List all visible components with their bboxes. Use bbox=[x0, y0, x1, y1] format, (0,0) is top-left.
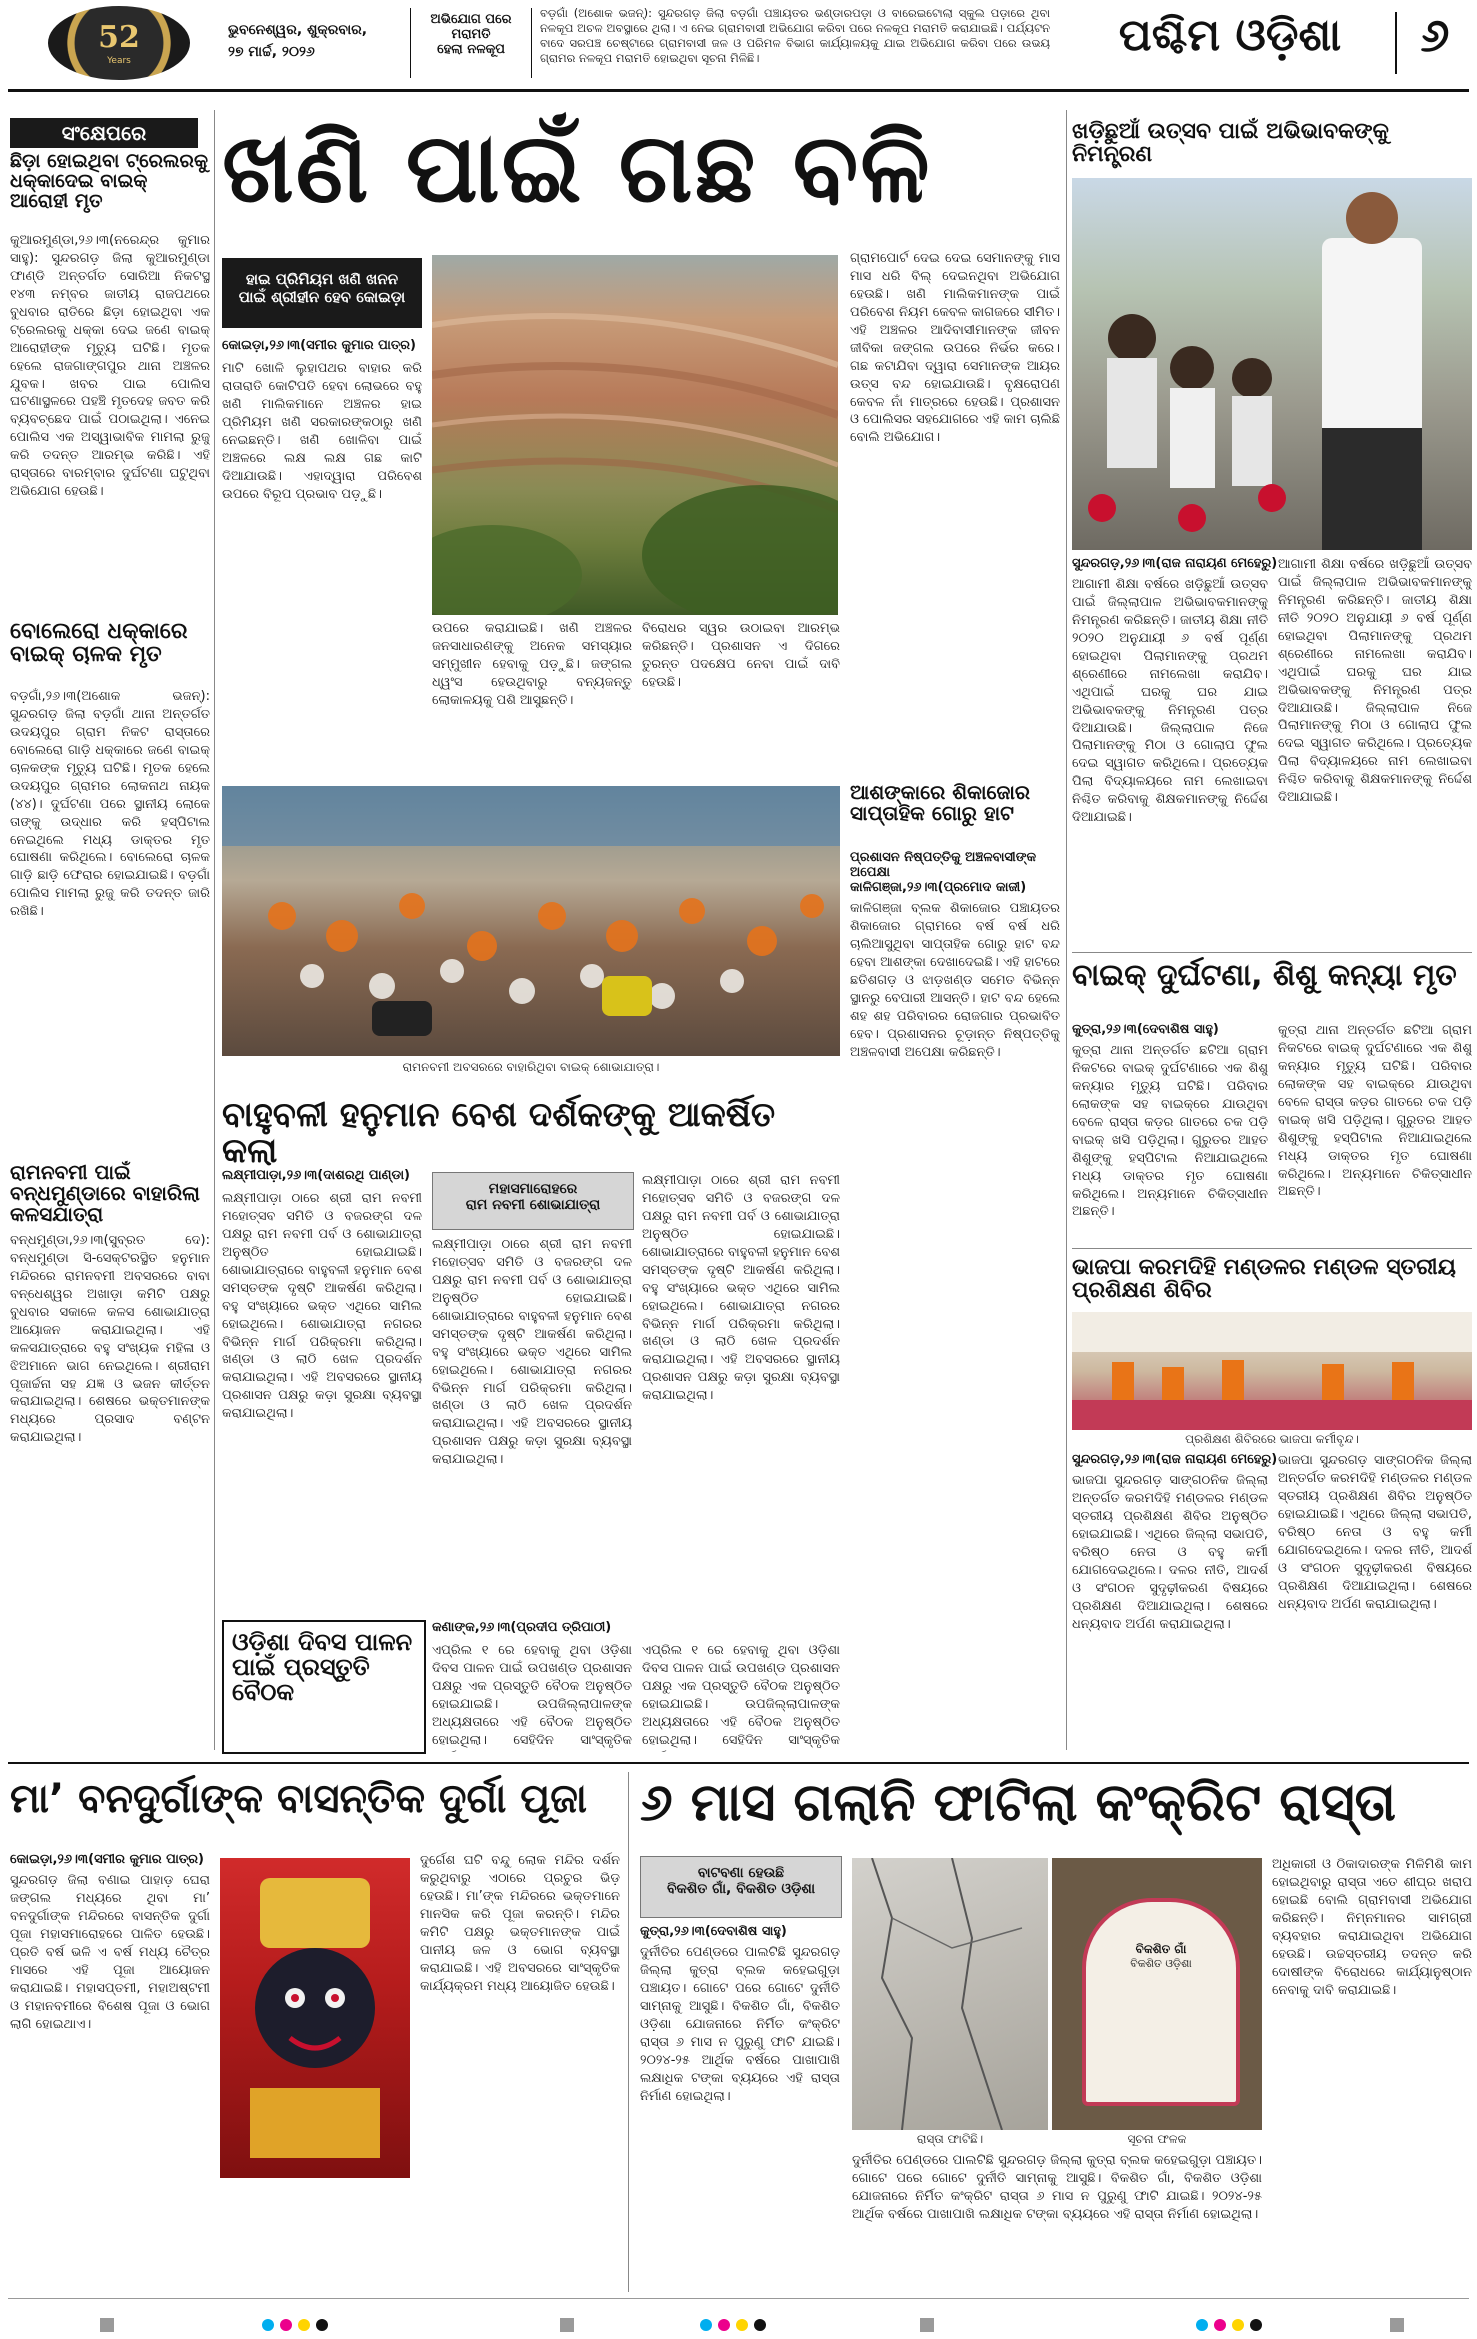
rally-photo bbox=[222, 786, 840, 1056]
signboard bbox=[1082, 1898, 1240, 2106]
hanuman-body: ଲକ୍ଷ୍ମୀପାଡ଼ା ଠାରେ ଶ୍ରୀ ରାମ ନବମୀ ମହୋତ୍ସବ ସମିତି ଓ ବଜରଙ୍ଗ ଦଳ ପକ୍ଷରୁ ରାମ ନବମୀ ପର୍ବ ଓ ଶୋଭାଯାତ୍ରା ଅନୁଷ୍ଠିତ ହୋଇଯାଇଛି। ଶୋଭାଯାତ୍ରାରେ ବାହୁବଳୀ ହନୁମାନ ବେଶ ସମସ୍ତଙ୍କ ଦୃଷ୍ଟି ଆକର୍ଷଣ କରିଥିଲା। ବହୁ ସଂଖ୍ୟାରେ ଭକ୍ତ ଏଥିରେ ସାମିଲ ହୋଇଥିଲେ। ଶୋଭାଯାତ୍ରା ନଗରର ବିଭିନ୍ନ ମାର୍ଗ ପରିକ୍ରମା କରିଥିଲା। ଖଣ୍ଡା ଓ ଲାଠି ଖେଳ ପ୍ରଦର୍ଶନ କରାଯାଇଥିଲା। ଏହି ଅବସରରେ ସ୍ଥାନୀୟ ପ୍ରଶାସନ ପକ୍ଷରୁ କଡ଼ା ସୁରକ୍ଷା ବ୍ୟବସ୍ଥା କରାଯାଇଥିଲା। bbox=[222, 1191, 422, 1422]
brief-body-3: ବନ୍ଧମୁଣ୍ଡା,୨୬।୩(ସୁବ୍ରତ ଦେ): ବନ୍ଧମୁଣ୍ଡା ସି-ସେକ୍ଟରସ୍ଥିତ ହନୁମାନ ମନ୍ଦିରରେ ରାମନବମୀ ଅବସରରେ ବାବା ବନ୍ଧେଶ୍ୱର ଅଖାଡ଼ା କମିଟି ପକ୍ଷରୁ ବୁଧବାର ସକାଳେ କଳସ ଶୋଭାଯାତ୍ରା ଆୟୋଜନ କରାଯାଇଥିଲା। ଏହି କଳସଯାତ୍ରାରେ ବହୁ ସଂଖ୍ୟକ ମହିଳା ଓ ଝିଅମାନେ ଭାଗ ନେଇଥିଲେ। ଶ୍ରୀରାମ ପୂଜାର୍ଚ୍ଚନା ସହ ଯଜ୍ଞ ଓ ଭଜନ କୀର୍ତ୍ତନ କରାଯାଇଥିଲା। ଶେଷରେ ଭକ୍ତମାନଙ୍କ ମଧ୍ୟରେ ପ୍ରସାଦ ବଣ୍ଟନ କରାଯାଇଥିଲା। bbox=[10, 1233, 210, 1446]
bike-accident-headline: ବାଇକ୍ ଦୁର୍ଘଟଣା, ଶିଶୁ କନ୍ୟା ମୃତ bbox=[1072, 958, 1457, 993]
registration-dot bbox=[700, 2319, 712, 2331]
shikajor-headline: ଆଶଙ୍କାରେ ଶିକାଜୋର ସାପ୍ତାହିକ ଗୋରୁ ହାଟ bbox=[850, 780, 1031, 825]
footer-bar-4 bbox=[1390, 2318, 1404, 2332]
lead-body-c: ବିରୋଧର ସ୍ୱର ଉଠାଇବା ଆରମ୍ଭ କରିଛନ୍ତି। ପ୍ରଶାସନ ଏ ଦିଗରେ ତୁରନ୍ତ ପଦକ୍ଷେପ ନେବା ପାଇଁ ଦାବି ହେଉଛି। bbox=[642, 621, 840, 690]
road-body-c: ଦୁର୍ନୀତିର ପେଣ୍ଡରେ ପାଲଟିଛି ସୁନ୍ଦରଗଡ଼ ଜିଲ୍ଲା କୁତ୍ରା ବ୍ଲକ କହେଇଗୁଡ଼ା ପଞ୍ଚାୟତ। ଗୋଟେ ପରେ ଗୋଟେ ଦୁର୍ନୀତି ସାମ୍ନାକୁ ଆସୁଛି। ବିକଶିତ ଗାଁ, ବିକଶିତ ଓଡ଼ିଶା ଯୋଜନାରେ ନିର୍ମିତ କଂକ୍ରିଟ ରାସ୍ତା ୬ ମାସ ନ ପୁରୁଣୁ ଫାଟି ଯାଇଛି। ୨୦୨୪-୨୫ ଆର୍ଥିକ ବର୍ଷରେ ପାଖାପାଖି ଲକ୍ଷାଧିକ ଟଙ୍କା ବ୍ୟୟରେ ଏହି ରାସ୍ତା ନିର୍ମାଣ ହୋଇଥିଲା। bbox=[852, 2153, 1262, 2222]
mining-photo bbox=[432, 255, 838, 615]
registration-dot bbox=[1196, 2319, 1208, 2331]
right-column-rule bbox=[1066, 110, 1067, 1750]
teaser-line-1: ଅଭିଯୋଗ ପରେ bbox=[430, 12, 512, 27]
section-title: ପଶ୍ଚିମ ଓଡ଼ିଶା bbox=[1118, 10, 1342, 61]
signboard-sub: ବିକଶିତ ଓଡ଼ିଶା bbox=[1130, 1957, 1192, 1970]
registration-dot bbox=[754, 2319, 766, 2331]
lead-kicker-1: ହାଇ ପ୍ରିମିୟମ ଖଣି ଖନନ bbox=[245, 270, 399, 288]
shikajor-sub: ପ୍ରଶାସନ ନିଷ୍ପତ୍ତିକୁ ଅଞ୍ଚଳବାସୀଙ୍କ ଅପେକ୍ଷା bbox=[850, 850, 1037, 880]
footer-bar-2 bbox=[560, 2318, 574, 2332]
signboard-photo bbox=[1052, 1858, 1262, 2130]
invite-photo bbox=[1072, 178, 1472, 550]
durga-body-b: ଦୁର୍ଗେଶ ଘଟି ବନ୍ଦୁ ଲୋକ ମନ୍ଦିର ଦର୍ଶନ କରୁଥିବାରୁ ଏଠାରେ ପ୍ରଚୁର ଭିଡ଼ ହେଉଛି। ମା’ଙ୍କ ମନ୍ଦିରରେ ଭକ୍ତମାନେ ମାନସିକ କରି ପୂଜା କରନ୍ତି। ମନ୍ଦିର କମିଟି ପକ୍ଷରୁ ଭକ୍ତମାନଙ୍କ ପାଇଁ ପାନୀୟ ଜଳ ଓ ଭୋଗ ବ୍ୟବସ୍ଥା କରାଯାଇଛି। ଏହି ଅବସରରେ ସାଂସ୍କୃତିକ କାର୍ଯ୍ୟକ୍ରମ ମଧ୍ୟ ଆୟୋଜିତ ହେଉଛି। bbox=[420, 1853, 620, 1994]
hanuman-body-2: ଲକ୍ଷ୍ମୀପାଡ଼ା ଠାରେ ଶ୍ରୀ ରାମ ନବମୀ ମହୋତ୍ସବ ସମିତି ଓ ବଜରଙ୍ଗ ଦଳ ପକ୍ଷରୁ ରାମ ନବମୀ ପର୍ବ ଓ ଶୋଭାଯାତ୍ରା ଅନୁଷ୍ଠିତ ହୋଇଯାଇଛି। ଶୋଭାଯାତ୍ରାରେ ବାହୁବଳୀ ହନୁମାନ ବେଶ ସମସ୍ତଙ୍କ ଦୃଷ୍ଟି ଆକର୍ଷଣ କରିଥିଲା। ବହୁ ସଂଖ୍ୟାରେ ଭକ୍ତ ଏଥିରେ ସାମିଲ ହୋଇଥିଲେ। ଶୋଭାଯାତ୍ରା ନଗରର ବିଭିନ୍ନ ମାର୍ଗ ପରିକ୍ରମା କରିଥିଲା। ଖଣ୍ଡା ଓ ଲାଠି ଖେଳ ପ୍ରଦର୍ଶନ କରାଯାଇଥିଲା। ଏହି ଅବସରରେ ସ୍ଥାନୀୟ ପ୍ରଶାସନ ପକ୍ଷରୁ କଡ଼ା ସୁରକ୍ଷା ବ୍ୟବସ୍ଥା କରାଯାଇଥିଲା। bbox=[432, 1237, 632, 1468]
hanuman-headline: ବାହୁବଳୀ ହନୁମାନ ବେଶ ଦର୍ଶକଙ୍କୁ ଆକର୍ଷିତ କଲା bbox=[222, 1095, 776, 1171]
shikajor-body: କାଳିଗଞ୍ଜା ବ୍ଲକ ଶିକାଜୋର ପଞ୍ଚାୟତର ଶିକାଜୋର ଗ୍ରାମରେ ବର୍ଷ ବର୍ଷ ଧରି ଚାଲିଆସୁଥିବା ସାପ୍ତାହିକ ଗୋରୁ ହାଟ ବନ୍ଦ ହେବା ଆଶଙ୍କା ଦେଖାଦେଇଛି। ଏହି ହାଟରେ ଛତିଶଗଡ଼ ଓ ଝାଡ଼ଖଣ୍ଡ ସମେତ ବିଭିନ୍ନ ସ୍ଥାନରୁ ବେପାରୀ ଆସନ୍ତି। ହାଟ ବନ୍ଦ ହେଲେ ଶହ ଶହ ପରିବାରର ରୋଜଗାର ପ୍ରଭାବିତ ହେବ। ପ୍ରଶାସନର ଚୂଡ଼ାନ୍ତ ନିଷ୍ପତ୍ତିକୁ ଅଞ୍ଚଳବାସୀ ଅପେକ୍ଷା କରିଛନ୍ତି। bbox=[850, 901, 1060, 1060]
registration-dot bbox=[1232, 2319, 1244, 2331]
lead-body-b: ଉପରେ କରାଯାଇଛି। ଖଣି ଅଞ୍ଚଳର ଜନସାଧାରଣଙ୍କୁ ଅନେକ ସମସ୍ୟାର ସମ୍ମୁଖୀନ ହେବାକୁ ପଡ଼ୁଛି। ଜଙ୍ଗଲ ଧ୍ୱଂସ ହେଉଥିବାରୁ ବନ୍ୟଜନ୍ତୁ ଲୋକାଳୟକୁ ପଶି ଆସୁଛନ୍ତି। bbox=[432, 621, 632, 708]
bjp-headline: ଭାଜପା କରମଦିହି ମଣ୍ଡଳର ମଣ୍ଡଳ ସ୍ତରୀୟ ପ୍ରଶିକ୍ଷଣ ଶିବିର bbox=[1072, 1255, 1456, 1304]
anniversary-sub: Years bbox=[107, 56, 131, 66]
hanuman-box-2: ରାମ ନବମୀ ଶୋଭାଯାତ୍ରା bbox=[465, 1197, 601, 1213]
brief-headline-3: ରାମନବମୀ ପାଇଁ ବନ୍ଧମୁଣ୍ଡାରେ ବାହାରିଲା କଳସଯାତ୍ରା bbox=[10, 1160, 200, 1226]
registration-dot bbox=[316, 2319, 328, 2331]
durga-body-a: ସୁନ୍ଦରଗଡ଼ ଜିଲା ବଣାଇ ପାହାଡ଼ ଘେରା ଜଙ୍ଗଲ ମଧ୍ୟରେ ଥିବା ମା’ ବନଦୁର୍ଗାଙ୍କ ମନ୍ଦିରରେ ବାସନ୍ତିକ ଦୁର୍ଗା ପୂଜା ମହାସମାରୋହରେ ପାଳିତ ହେଉଛି। ପ୍ରତି ବର୍ଷ ଭଳି ଏ ବର୍ଷ ମଧ୍ୟ ଚୈତ୍ର ମାସରେ ଏହି ପୂଜା ଆୟୋଜନ କରାଯାଇଛି। ମହାସପ୍ତମୀ, ମହାଅଷ୍ଟମୀ ଓ ମହାନବମୀରେ ବିଶେଷ ପୂଜା ଓ ଭୋଗ ଲାଗି ହୋଇଥାଏ। bbox=[10, 1873, 210, 2032]
durga-idol bbox=[220, 1858, 410, 2178]
road-byline: କୁତ୍ରା,୨୬।୩(ଦେବାଶିଷ ସାହୁ) bbox=[640, 1924, 787, 1939]
anniversary-logo bbox=[48, 6, 190, 80]
bjp-byline: ସୁନ୍ଦରଗଡ଼,୨୬।୩(ରାଜ ନାରାୟଣ ମେହେରୁ) bbox=[1072, 1452, 1278, 1467]
dateline-left: ଭୁବନେଶ୍ୱର, ଶୁକ୍ରବାର, bbox=[228, 22, 368, 38]
durga-idol-photo bbox=[220, 1858, 410, 2178]
mining-terraces bbox=[432, 255, 838, 615]
road-body-b: ଅଧିକାରୀ ଓ ଠିକାଦାରଙ୍କ ମିଳିମିଶି କାମ ହୋଇଥିବାରୁ ରାସ୍ତା ଏତେ ଶୀଘ୍ର ଖରାପ ହୋଇଛି ବୋଲି ଗ୍ରାମବାସୀ ଅଭିଯୋଗ କରିଛନ୍ତି। ନିମ୍ନମାନର ସାମଗ୍ରୀ ବ୍ୟବହାର କରାଯାଇଥିବା ଅଭିଯୋଗ ହେଉଛି। ଉଚ୍ଚସ୍ତରୀୟ ତଦନ୍ତ କରି ଦୋଷୀଙ୍କ ବିରୋଧରେ କାର୍ଯ୍ୟାନୁଷ୍ଠାନ ନେବାକୁ ଦାବି କରାଯାଇଛି। bbox=[1272, 1857, 1472, 1998]
odisha-diwas-body: ଏପ୍ରିଲ ୧ ରେ ହେବାକୁ ଥିବା ଓଡ଼ିଶା ଦିବସ ପାଳନ ପାଇଁ ଉପଖଣ୍ଡ ପ୍ରଶାସନ ପକ୍ଷରୁ ଏକ ପ୍ରସ୍ତୁତି ବୈଠକ ଅନୁଷ୍ଠିତ ହୋଇଯାଇଛି। ଉପଜିଲ୍ଲାପାଳଙ୍କ ଅଧ୍ୟକ୍ଷତାରେ ଏହି ବୈଠକ ଅନୁଷ୍ଠିତ ହୋଇଥିଲା। ସେହିଦିନ ସାଂସ୍କୃତିକ bbox=[432, 1643, 632, 1748]
registration-dot bbox=[280, 2319, 292, 2331]
hanuman-body-3: ଲକ୍ଷ୍ମୀପାଡ଼ା ଠାରେ ଶ୍ରୀ ରାମ ନବମୀ ମହୋତ୍ସବ ସମିତି ଓ ବଜରଙ୍ଗ ଦଳ ପକ୍ଷରୁ ରାମ ନବମୀ ପର୍ବ ଓ ଶୋଭାଯାତ୍ରା ଅନୁଷ୍ଠିତ ହୋଇଯାଇଛି। ଶୋଭାଯାତ୍ରାରେ ବାହୁବଳୀ ହନୁମାନ ବେଶ ସମସ୍ତଙ୍କ ଦୃଷ୍ଟି ଆକର୍ଷଣ କରିଥିଲା। ବହୁ ସଂଖ୍ୟାରେ ଭକ୍ତ ଏଥିରେ ସାମିଲ ହୋଇଥିଲେ। ଶୋଭାଯାତ୍ରା ନଗରର ବିଭିନ୍ନ ମାର୍ଗ ପରିକ୍ରମା କରିଥିଲା। ଖଣ୍ଡା ଓ ଲାଠି ଖେଳ ପ୍ରଦର୍ଶନ କରାଯାଇଥିଲା। ଏହି ଅବସରରେ ସ୍ଥାନୀୟ ପ୍ରଶାସନ ପକ୍ଷରୁ କଡ଼ା ସୁରକ୍ଷା ବ୍ୟବସ୍ଥା କରାଯାଇଥିଲା। bbox=[642, 1173, 840, 1404]
hanuman-box bbox=[432, 1172, 634, 1230]
bottom-column-rule bbox=[628, 1772, 629, 2292]
teaser-box bbox=[410, 8, 532, 78]
invite-headline: ଖଡ଼ିଛୁଆଁ ଉତ୍ସବ ପାଇଁ ଅଭିଭାବକଙ୍କୁ ନିମନ୍ତ୍ରଣ bbox=[1072, 119, 1389, 168]
page-number: ୬ bbox=[1420, 8, 1450, 62]
masthead bbox=[0, 0, 1477, 88]
registration-dot bbox=[736, 2319, 748, 2331]
bike-accident-body-2: କୁତ୍ରା ଥାନା ଅନ୍ତର୍ଗତ ଛଟିଆ ଗ୍ରାମ ନିକଟରେ ବାଇକ୍ ଦୁର୍ଘଟଣାରେ ଏକ ଶିଶୁ କନ୍ୟାର ମୃତ୍ୟୁ ଘଟିଛି। ପରିବାର ଲୋକଙ୍କ ସହ ବାଇକ୍‌ରେ ଯାଉଥିବା ବେଳେ ରାସ୍ତା କଡ଼ର ଗାତରେ ଚକ ପଡ଼ି ବାଇକ୍ ଖସି ପଡ଼ିଥିଲା। ଗୁରୁତର ଆହତ ଶିଶୁଙ୍କୁ ହସ୍ପିଟାଲ ନିଆଯାଇଥିଲେ ମଧ୍ୟ ଡାକ୍ତର ମୃତ ଘୋଷଣା କରିଥିଲେ। ଅନ୍ୟମାନେ ଚିକିତ୍ସାଧୀନ ଅଛନ୍ତି। bbox=[1278, 1023, 1472, 1200]
column-rule bbox=[214, 110, 215, 1750]
lead-kicker bbox=[222, 258, 422, 328]
road-headline: ୬ ମାସ ଗଲାନି ଫାଟିଲା କଂକ୍ରିଟ ରାସ୍ତା bbox=[640, 1773, 1397, 1833]
bjp-scene bbox=[1072, 1312, 1472, 1430]
durga-byline: କୋଇଡ଼ା,୨୬।୩(ସମୀର କୁମାର ପାତ୍ର) bbox=[10, 1852, 204, 1867]
brief-label: ସଂକ୍ଷେପରେ bbox=[10, 118, 198, 148]
bjp-body: ଭାଜପା ସୁନ୍ଦରଗଡ଼ ସାଙ୍ଗଠନିକ ଜିଲ୍ଲା ଅନ୍ତର୍ଗତ କରମଦିହି ମଣ୍ଡଳର ମଣ୍ଡଳ ସ୍ତରୀୟ ପ୍ରଶିକ୍ଷଣ ଶିବିର ଅନୁଷ୍ଠିତ ହୋଇଯାଇଛି। ଏଥିରେ ଜିଲ୍ଲା ସଭାପତି, ବରିଷ୍ଠ ନେତା ଓ ବହୁ କର୍ମୀ ଯୋଗଦେଇଥିଲେ। ଦଳର ନୀତି, ଆଦର୍ଶ ଓ ସଂଗଠନ ସୁଦୃଢ଼ୀକରଣ ବିଷୟରେ ପ୍ରଶିକ୍ଷଣ ଦିଆଯାଇଥିଲା। ଶେଷରେ ଧନ୍ୟବାଦ ଅର୍ପଣ କରାଯାଇଥିଲା। bbox=[1072, 1473, 1268, 1632]
lead-body-a: ମାଟି ଖୋଳି ଲୁହାପଥର ବାହାର କରି ରାତାରାତି କୋଟିପତି ହେବା ଲୋଭରେ ବହୁ ଖଣି ମାଲିକମାନେ ଅଞ୍ଚଳର ହାଇ ପ୍ରିମିୟମ ଖଣି ସରକାରଙ୍କଠାରୁ ଖଣି ନେଇଛନ୍ତି। ଖଣି ଖୋଳିବା ପାଇଁ ଅଞ୍ଚଳରେ ଲକ୍ଷ ଲକ୍ଷ ଗଛ କାଟି ଦିଆଯାଉଛି। ଏହାଦ୍ୱାରା ପରିବେଶ ଉପରେ ବିରୂପ ପ୍ରଭାବ ପଡ଼ୁଛି। bbox=[222, 361, 422, 502]
anniversary-number: 52 bbox=[98, 20, 140, 55]
teaser-body: ବଡ଼ଗାଁ (ଅଶୋକ ଭଜନ୍): ସୁନ୍ଦରଗଡ଼ ଜିଲା ବଡ଼ଗାଁ ପଞ୍ଚାୟତର ଭଣ୍ଡାରପଡ଼ା ଓ ବାରେଇଟୋଲା ସ୍କୁଲ ପଡ଼ାରେ ଥିବା ନଳକୂପ ଅଚଳ ଅବସ୍ଥାରେ ଥିଲା। ଏ ନେଇ ଗ୍ରାମବାସୀ ଅଭିଯୋଗ କରିବା ପରେ ନଳକୂପ ମରାମତି କରାଯାଇଛି। ପର୍ଯ୍ୟଟନ ବାଦେ ସରପଞ୍ଚ ଚେଷ୍ଟାରେ ଗ୍ରାମବାସୀ ଜଳ ଓ ପରିମଳ ବିଭାଗ କାର୍ଯ୍ୟାଳୟକୁ ଯାଇ ଅଭିଯୋଗ କରିବା ପରେ ଉଭୟ ଗ୍ରାମର ନଳକୂପ ମରାମତି ହୋଇଥିବା ସୂଚନା ମିଳିଛି। bbox=[540, 6, 1050, 65]
teaser-line-2: ମରାମତି bbox=[451, 27, 491, 42]
signboard-title: ବିକଶିତ ଗାଁ bbox=[1135, 1942, 1187, 1956]
invite-scene bbox=[1072, 178, 1472, 550]
hanuman-byline: ଲକ୍ଷ୍ମୀପାଡ଼ା,୨୬।୩(ଦାଶରଥି ପାଣ୍ଡା) bbox=[222, 1168, 410, 1183]
road-caption-left: ରାସ୍ତା ଫାଟିଛି। bbox=[916, 2132, 984, 2146]
odisha-diwas-byline: କଣାଙ୍କ,୨୬।୩(ପ୍ରଦୀପ ତ୍ରିପାଠୀ) bbox=[432, 1620, 612, 1635]
road-kicker-2: ବିକଶିତ ଗାଁ, ବିକଶିତ ଓଡ଼ିଶା bbox=[666, 1881, 816, 1897]
bjp-caption: ପ୍ରଶିକ୍ଷଣ ଶିବିରରେ ଭାଜପା କର୍ମୀବୃନ୍ଦ। bbox=[1185, 1432, 1359, 1446]
registration-dot bbox=[262, 2319, 274, 2331]
rally-photo-caption: ରାମନବମୀ ଅବସରରେ ବାହାରିଥିବା ବାଇକ୍ ଶୋଭାଯାତ୍ରା। bbox=[402, 1060, 660, 1074]
footer-rule bbox=[8, 2298, 1469, 2299]
brief-body-2: ବଡ଼ଗାଁ,୨୬।୩(ଅଶୋକ ଭଜନ୍): ସୁନ୍ଦରଗଡ଼ ଜିଲା ବଡ଼ଗାଁ ଥାନା ଅନ୍ତର୍ଗତ ଉଦୟପୁର ଗ୍ରାମ ନିକଟ ରାସ୍ତାରେ ବୋଲେରୋ ଗାଡ଼ି ଧକ୍କାରେ ଜଣେ ବାଇକ୍ ଚାଳକଙ୍କ ମୃତ୍ୟୁ ଘଟିଛି। ମୃତକ ହେଲେ ଉଦୟପୁର ଗ୍ରାମର ଲୋକନାଥ ନାୟକ (୪୪)। ଦୁର୍ଘଟଣା ପରେ ସ୍ଥାନୀୟ ଲୋକେ ତାଙ୍କୁ ଉଦ୍ଧାର କରି ହସ୍ପିଟାଲ ନେଇଥିଲେ ମଧ୍ୟ ଡାକ୍ତର ମୃତ ଘୋଷଣା କରିଥିଲେ। ବୋଲେରୋ ଚାଳକ ଗାଡ଼ି ଛାଡ଼ି ଫେରାର ହୋଇଯାଇଛି। ବଡ଼ଗାଁ ପୋଲିସ ମାମଲା ରୁଜୁ କରି ତଦନ୍ତ ଜାରି ରଖିଛି। bbox=[10, 689, 210, 920]
registration-dot bbox=[1214, 2319, 1226, 2331]
lead-body-d: ଗ୍ରାମପୋର୍ଟ ଦେଇ ଦେଇ ସେମାନଙ୍କୁ ମାସ ମାସ ଧରି ବିଲ୍ ଦେଇନଥିବା ଅଭିଯୋଗ ହେଉଛି। ଖଣି ମାଲିକମାନଙ୍କ ପାଇଁ ପରିବେଶ ନିୟମ କେବଳ କାଗଜରେ ସୀମିତ। ଏହି ଅଞ୍ଚଳର ଆଦିବାସୀମାନଙ୍କ ଜୀବନ ଜୀବିକା ଜଙ୍ଗଲ ଉପରେ ନିର୍ଭର କରେ। ଗଛ କଟାଯିବା ଦ୍ୱାରା ସେମାନଙ୍କ ଆୟର ଉତ୍ସ ବନ୍ଦ ହୋଇଯାଉଛି। ବୃକ୍ଷରୋପଣ କେବଳ ନାଁ ମାତ୍ରରେ ହେଉଛି। ପ୍ରଶାସନ ଓ ପୋଲିସର ସହଯୋଗରେ ଏହି କାମ ଚାଲିଛି ବୋଲି ଅଭିଯୋଗ। bbox=[850, 251, 1060, 446]
lead-kicker-2: ପାଇଁ ଶ୍ରୀହୀନ ହେବ କୋଇଡ଼ା bbox=[238, 288, 406, 306]
odisha-diwas-body-2: ଏପ୍ରିଲ ୧ ରେ ହେବାକୁ ଥିବା ଓଡ଼ିଶା ଦିବସ ପାଳନ ପାଇଁ ଉପଖଣ୍ଡ ପ୍ରଶାସନ ପକ୍ଷରୁ ଏକ ପ୍ରସ୍ତୁତି ବୈଠକ ଅନୁଷ୍ଠିତ ହୋଇଯାଇଛି। ଉପଜିଲ୍ଲାପାଳଙ୍କ ଅଧ୍ୟକ୍ଷତାରେ ଏହି ବୈଠକ ଅନୁଷ୍ଠିତ ହୋଇଥିଲା। ସେହିଦିନ ସାଂସ୍କୃତିକ bbox=[642, 1643, 840, 1748]
footer-bar-1 bbox=[100, 2318, 114, 2332]
cracked-road-photo bbox=[852, 1858, 1048, 2130]
page-divider bbox=[1395, 12, 1397, 74]
registration-dot bbox=[718, 2319, 730, 2331]
brief-headline-2: ବୋଲେରୋ ଧକ୍କାରେ ବାଇକ୍ ଚାଳକ ମୃତ bbox=[10, 619, 188, 668]
bike-accident-body: କୁତ୍ରା ଥାନା ଅନ୍ତର୍ଗତ ଛଟିଆ ଗ୍ରାମ ନିକଟରେ ବାଇକ୍ ଦୁର୍ଘଟଣାରେ ଏକ ଶିଶୁ କନ୍ୟାର ମୃତ୍ୟୁ ଘଟିଛି। ପରିବାର ଲୋକଙ୍କ ସହ ବାଇକ୍‌ରେ ଯାଉଥିବା ବେଳେ ରାସ୍ତା କଡ଼ର ଗାତରେ ଚକ ପଡ଼ି ବାଇକ୍ ଖସି ପଡ଼ିଥିଲା। ଗୁରୁତର ଆହତ ଶିଶୁଙ୍କୁ ହସ୍ପିଟାଲ ନିଆଯାଇଥିଲେ ମଧ୍ୟ ଡାକ୍ତର ମୃତ ଘୋଷଣା କରିଥିଲେ। ଅନ୍ୟମାନେ ଚିକିତ୍ସାଧୀନ ଅଛନ୍ତି। bbox=[1072, 1043, 1268, 1220]
bottom-band-rule bbox=[8, 1762, 1469, 1764]
odisha-diwas-headline: ଓଡ଼ିଶା ଦିବସ ପାଳନ ପାଇଁ ପ୍ରସ୍ତୁତି ବୈଠକ bbox=[232, 1628, 413, 1707]
road-kicker-1: ବାଟବଣା ହେଉଛି bbox=[697, 1865, 785, 1881]
teaser-line-3: ହେଲା ନଳକୂପ bbox=[437, 42, 505, 57]
bjp-body-2: ଭାଜପା ସୁନ୍ଦରଗଡ଼ ସାଙ୍ଗଠନିକ ଜିଲ୍ଲା ଅନ୍ତର୍ଗତ କରମଦିହି ମଣ୍ଡଳର ମଣ୍ଡଳ ସ୍ତରୀୟ ପ୍ରଶିକ୍ଷଣ ଶିବିର ଅନୁଷ୍ଠିତ ହୋଇଯାଇଛି। ଏଥିରେ ଜିଲ୍ଲା ସଭାପତି, ବରିଷ୍ଠ ନେତା ଓ ବହୁ କର୍ମୀ ଯୋଗଦେଇଥିଲେ। ଦଳର ନୀତି, ଆଦର୍ଶ ଓ ସଂଗଠନ ସୁଦୃଢ଼ୀକରଣ ବିଷୟରେ ପ୍ରଶିକ୍ଷଣ ଦିଆଯାଇଥିଲା। ଶେଷରେ ଧନ୍ୟବାଦ ଅର୍ପଣ କରାଯାଇଥିଲା। bbox=[1278, 1453, 1472, 1612]
registration-dot bbox=[1250, 2319, 1262, 2331]
registration-dot bbox=[298, 2319, 310, 2331]
invite-body: ଆଗାମୀ ଶିକ୍ଷା ବର୍ଷରେ ଖଡ଼ିଛୁଆଁ ଉତ୍ସବ ପାଇଁ ଜିଲ୍ଲାପାଳ ଅଭିଭାବକମାନଙ୍କୁ ନିମନ୍ତ୍ରଣ କରିଛନ୍ତି। ଜାତୀୟ ଶିକ୍ଷା ନୀତି ୨୦୨୦ ଅନୁଯାୟୀ ୬ ବର୍ଷ ପୂର୍ଣ୍ଣ ହୋଇଥିବା ପିଲାମାନଙ୍କୁ ପ୍ରଥମ ଶ୍ରେଣୀରେ ନାମଲେଖା କରାଯିବ। ଏଥିପାଇଁ ଘରକୁ ଘର ଯାଇ ଅଭିଭାବକଙ୍କୁ ନିମନ୍ତ୍ରଣ ପତ୍ର ଦିଆଯାଉଛି। ଜିଲ୍ଲାପାଳ ନିଜେ ପିଲାମାନଙ୍କୁ ମିଠା ଓ ଗୋଲାପ ଫୁଲ ଦେଇ ସ୍ୱାଗତ କରିଥିଲେ। ପ୍ରତ୍ୟେକ ପିଲା ବିଦ୍ୟାଳୟରେ ନାମ ଲେଖାଇବା ନିଶ୍ଚିତ କରିବାକୁ ଶିକ୍ଷକମାନଙ୍କୁ ନିର୍ଦ୍ଦେଶ ଦିଆଯାଇଛି। bbox=[1072, 577, 1268, 826]
right-rule-2 bbox=[1072, 1248, 1472, 1249]
right-rule-1 bbox=[1072, 952, 1472, 953]
invite-byline: ସୁନ୍ଦରଗଡ଼,୨୬।୩(ରାଜ ନାରାୟଣ ମେହେରୁ) bbox=[1072, 556, 1278, 571]
bike-accident-byline: କୁତ୍ରା,୨୬।୩(ଦେବାଶିଷ ସାହୁ) bbox=[1072, 1022, 1219, 1037]
brief-body-1: କୁଆରମୁଣ୍ଡା,୨୬।୩(ନରେନ୍ଦ୍ର କୁମାର ସାହୁ): ସୁନ୍ଦରଗଡ଼ ଜିଲା କୁଆରମୁଣ୍ଡା ଫାଣ୍ଡି ଅନ୍ତର୍ଗତ ସୋରିଆ ନିକଟସ୍ଥ ୧୪୩ ନମ୍ବର ଜାତୀୟ ରାଜପଥରେ ବୁଧବାର ରାତିରେ ଛିଡ଼ା ହୋଇଥିବା ଏକ ଟ୍ରେଲରକୁ ଧକ୍କା ଦେଇ ଜଣେ ବାଇକ୍ ଆରୋହୀଙ୍କ ମୃତ୍ୟୁ ଘଟିଛି। ମୃତକ ହେଲେ ରାଜଗାଙ୍ଗପୁର ଥାନା ଅଞ୍ଚଳର ଯୁବକ। ଖବର ପାଇ ପୋଲିସ ଘଟଣାସ୍ଥଳରେ ପହଞ୍ଚି ମୃତଦେହ ଜବତ କରି ବ୍ୟବଚ୍ଛେଦ ପାଇଁ ପଠାଇଥିଲା। ଏନେଇ ପୋଲିସ ଏକ ଅସ୍ୱାଭାବିକ ମାମଲା ରୁଜୁ କରି ତଦନ୍ତ ଆରମ୍ଭ କରିଛି। ଏହି ରାସ୍ତାରେ ବାରମ୍ବାର ଦୁର୍ଘଟଣା ଘଟୁଥିବା ଅଭିଯୋଗ ହେଉଛି। bbox=[10, 233, 210, 500]
road-caption-right: ସୂଚନା ଫଳକ bbox=[1127, 2132, 1187, 2146]
lead-byline: କୋଇଡ଼ା,୨୬।୩(ସମୀର କୁମାର ପାତ୍ର) bbox=[222, 338, 416, 353]
masthead-rule bbox=[8, 89, 1469, 92]
road-cracks bbox=[852, 1858, 1048, 2130]
dateline-right: ୨୭ ମାର୍ଚ୍ଚ, ୨୦୨୬ bbox=[228, 44, 315, 60]
brief-headline-1: ଛିଡ଼ା ହୋଇଥିବା ଟ୍ରେଲରକୁ ଧକ୍କାଦେଇ ବାଇକ୍ ଆରୋହୀ ମୃତ bbox=[10, 150, 208, 212]
durga-headline: ମା’ ବନଦୁର୍ଗାଙ୍କ ବାସନ୍ତିକ ଦୁର୍ଗା ପୂଜା bbox=[10, 1776, 587, 1822]
invite-body-2: ଆଗାମୀ ଶିକ୍ଷା ବର୍ଷରେ ଖଡ଼ିଛୁଆଁ ଉତ୍ସବ ପାଇଁ ଜିଲ୍ଲାପାଳ ଅଭିଭାବକମାନଙ୍କୁ ନିମନ୍ତ୍ରଣ କରିଛନ୍ତି। ଜାତୀୟ ଶିକ୍ଷା ନୀତି ୨୦୨୦ ଅନୁଯାୟୀ ୬ ବର୍ଷ ପୂର୍ଣ୍ଣ ହୋଇଥିବା ପିଲାମାନଙ୍କୁ ପ୍ରଥମ ଶ୍ରେଣୀରେ ନାମଲେଖା କରାଯିବ। ଏଥିପାଇଁ ଘରକୁ ଘର ଯାଇ ଅଭିଭାବକଙ୍କୁ ନିମନ୍ତ୍ରଣ ପତ୍ର ଦିଆଯାଉଛି। ଜିଲ୍ଲାପାଳ ନିଜେ ପିଲାମାନଙ୍କୁ ମିଠା ଓ ଗୋଲାପ ଫୁଲ ଦେଇ ସ୍ୱାଗତ କରିଥିଲେ। ପ୍ରତ୍ୟେକ ପିଲା ବିଦ୍ୟାଳୟରେ ନାମ ଲେଖାଇବା ନିଶ୍ଚିତ କରିବାକୁ ଶିକ୍ଷକମାନଙ୍କୁ ନିର୍ଦ୍ଦେଶ ଦିଆଯାଇଛି। bbox=[1278, 557, 1472, 806]
road-body-a: ଦୁର୍ନୀତିର ପେଣ୍ଡରେ ପାଲଟିଛି ସୁନ୍ଦରଗଡ଼ ଜିଲ୍ଲା କୁତ୍ରା ବ୍ଲକ କହେଇଗୁଡ଼ା ପଞ୍ଚାୟତ। ଗୋଟେ ପରେ ଗୋଟେ ଦୁର୍ନୀତି ସାମ୍ନାକୁ ଆସୁଛି। ବିକଶିତ ଗାଁ, ବିକଶିତ ଓଡ଼ିଶା ଯୋଜନାରେ ନିର୍ମିତ କଂକ୍ରିଟ ରାସ୍ତା ୬ ମାସ ନ ପୁରୁଣୁ ଫାଟି ଯାଇଛି। ୨୦୨୪-୨୫ ଆର୍ଥିକ ବର୍ଷରେ ପାଖାପାଖି ଲକ୍ଷାଧିକ ଟଙ୍କା ବ୍ୟୟରେ ଏହି ରାସ୍ତା ନିର୍ମାଣ ହୋଇଥିଲା। bbox=[640, 1945, 840, 2104]
bjp-photo bbox=[1072, 1312, 1472, 1430]
hanuman-box-1: ମହାସମାରୋହରେ bbox=[488, 1181, 578, 1197]
odisha-diwas-box bbox=[222, 1620, 426, 1754]
rally-crowd bbox=[222, 786, 840, 1056]
footer-bar-3 bbox=[920, 2318, 934, 2332]
road-kicker bbox=[640, 1856, 842, 1918]
shikajor-byline: କାଳିଗଞ୍ଜା,୨୬।୩(ପ୍ରମୋଦ କାଜୀ) bbox=[850, 880, 1027, 895]
lead-headline: ଖଣି ପାଇଁ ଗଛ ବଳି bbox=[222, 112, 932, 224]
